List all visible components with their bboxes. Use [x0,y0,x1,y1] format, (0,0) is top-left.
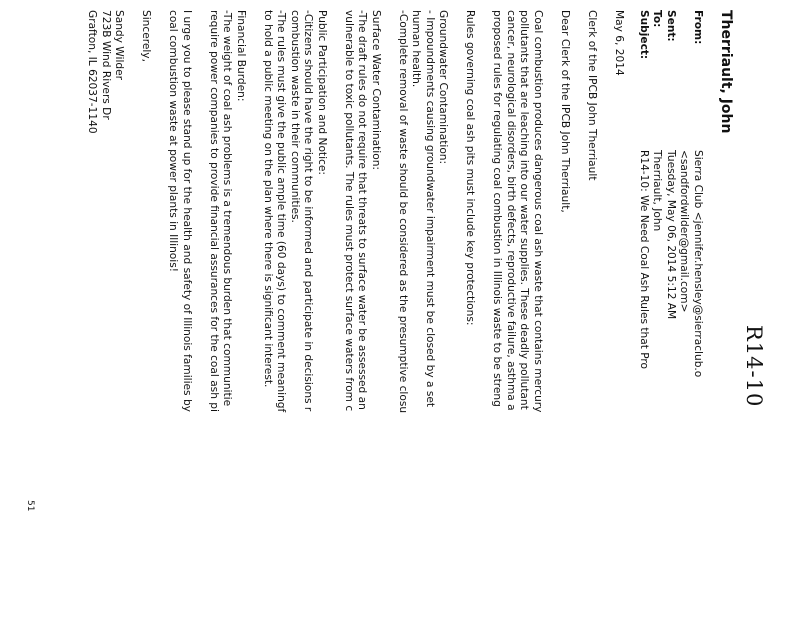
from-value: Sierra Club <jennifer.hensley@sierraclub.o [692,150,704,378]
public-section [261,10,329,618]
salutation: Dear Clerk of the IPCB John Therriault, [559,10,571,213]
intro-line: proposed rules for regulating coal combustion in Illinois waste to be streng [491,10,504,407]
letter-body [72,10,626,618]
closing-line: I urge you to please stand up for the health and safety of Illinois families by [181,10,193,412]
sent-label: Sent: [665,10,677,42]
from-label: From: [692,10,704,45]
to-label: To: [651,10,664,28]
from-row-2 [677,10,691,377]
sent-row [664,10,678,377]
page-number: 51 [25,500,35,512]
section-heading: Public Participation and Notice: [316,10,328,175]
signature-city: Grafton, IL 62037-1140 [86,10,99,134]
section-line: -The draft rules do not require that threats to surface water be assessed an [356,10,369,410]
groundwater-section [396,10,450,618]
surface-section [342,10,383,618]
intro-line: Coal combustion produces dangerous coal ash waste that contains mercury [532,10,544,413]
sender-name: Therriault, John [718,10,734,134]
signature-name: Sandy Wilder [113,10,126,81]
docket-stamp: R14-10 [742,325,766,408]
sent-value: Tuesday, May 06, 2014 5:12 AM [665,150,677,320]
section-line: -Complete removal of waste should be considered as the presumptive closu [397,10,409,414]
closing-paragraph [166,10,193,618]
section-line: require power companies to provide financial assurances for the coal ash pi [208,10,220,412]
rules-line: Rules governing coal ash pits must include key protections: [464,10,477,326]
section-line: - Impoundments causing groundwater impairment must be closed by a set [424,10,436,408]
letter-date: May 6, 2014 [613,10,625,76]
section-line: -Citizens should have the right to be informed and participate in decisions r [302,10,315,412]
section-line: to hold a public meeting on the plan where there is significant interest. [262,10,274,388]
to-row [650,10,664,377]
section-line: combustion waste in their communities. [289,10,301,223]
subject-value: R14-10: We Need Coal Ash Rules that Pro [638,150,650,370]
section-line: vulnerable to toxic pollutants. The rules must protect surface waters from c [343,10,355,412]
from-row [691,10,705,377]
section-line: -The rules must give the public ample time (60 days) to comment meaningf [275,10,288,413]
to-value: Therriault, John [651,150,664,232]
section-line: human health. [410,10,423,88]
recipient-line: Clerk of the IPCB John Therriault [586,10,598,181]
section-heading: Financial Burden: [235,10,247,102]
signature-address: 723B Wind Rivers Dr [100,10,112,120]
intro-line: cancer, neurological disorders, birth defects, reproductive failure, asthma a [505,10,517,411]
signoff: Sincerely, [140,10,153,62]
section-line: -The weight of coal ash problems is a tremendous burden that communitie [221,10,234,407]
subject-row [637,10,651,377]
section-heading: Groundwater Contamination: [437,10,450,165]
subject-label: Subject: [638,10,650,60]
closing-line: coal combustion waste at power plants in Illinois! [167,10,180,272]
financial-section [207,10,248,618]
section-heading: Surface Water Contamination: [370,10,382,170]
intro-line: pollutants that are leaching into our water supplies. These deadly pollutant [518,10,531,410]
signature-block [85,10,126,618]
email-header [637,10,705,377]
intro-paragraph [490,10,544,618]
from-value-2: <sandfordwilder@gmail.com> [678,150,691,313]
